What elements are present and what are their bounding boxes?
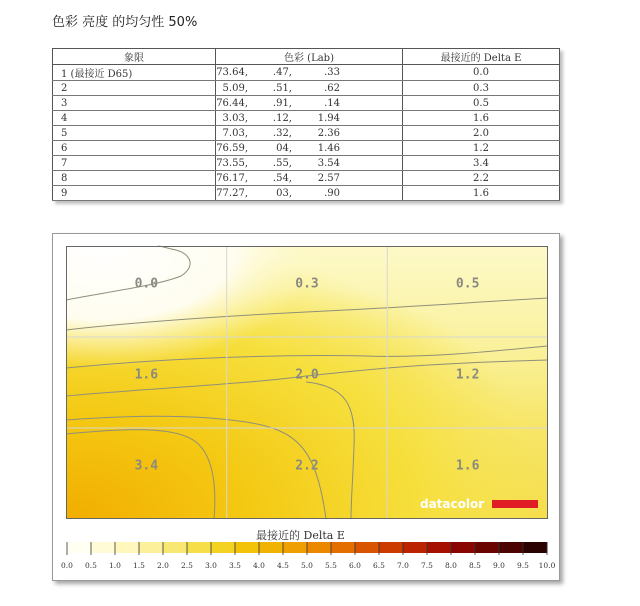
scale-swatch — [67, 542, 92, 553]
scale-swatch — [211, 542, 236, 553]
scale-tick-label: 2.0 — [157, 561, 169, 570]
scale-swatch — [355, 542, 380, 553]
lab-b-value: 2.36 — [317, 127, 340, 139]
delta-e-cell: 0.5 — [403, 96, 560, 111]
header-zone: 象限 — [53, 49, 216, 65]
lab-cell — [216, 65, 403, 81]
delta-e-cell: 2.0 — [403, 126, 560, 141]
delta-e-cell: 0.3 — [403, 81, 560, 96]
scale-tick-label: 4.0 — [253, 561, 265, 570]
lab-a-value: .91, — [272, 97, 292, 109]
lab-a-value: .54, — [272, 172, 292, 184]
cell-value-label: 1.2 — [455, 367, 480, 383]
scale-swatch — [139, 542, 164, 553]
table-header-row — [53, 49, 560, 65]
lab-l-value: 3.03, — [222, 112, 248, 124]
scale-title: 最接近的 Delta E — [256, 529, 345, 542]
scale-swatch — [235, 542, 260, 553]
zone-cell: 4 — [53, 111, 216, 126]
scale-swatch — [115, 542, 140, 553]
lab-cell — [216, 111, 403, 126]
lab-a-value: .55, — [272, 157, 292, 169]
lab-a-value: 04, — [276, 142, 292, 154]
zone-cell: 8 — [53, 171, 216, 186]
cell-value-label: 1.6 — [134, 367, 159, 383]
zone-cell: 6 — [53, 141, 216, 156]
table-row — [53, 81, 560, 96]
lab-l-value: 76.44, — [216, 97, 248, 109]
table-row — [53, 65, 560, 81]
cell-value-label: 0.5 — [455, 276, 480, 292]
scale-tick-label: 4.5 — [277, 561, 289, 570]
scale-tick-label: 3.5 — [229, 561, 241, 570]
scale-swatch — [163, 542, 188, 553]
lab-cell — [216, 186, 403, 201]
lab-b-value: .33 — [324, 67, 340, 78]
cell-value-label: 2.0 — [295, 367, 319, 383]
zone-cell: 9 — [53, 186, 216, 201]
cell-value-label: 0.0 — [134, 276, 159, 292]
zone-cell: 5 — [53, 126, 216, 141]
scale-swatch — [331, 542, 356, 553]
cell-value-label: 2.2 — [295, 458, 319, 474]
scale-tick-label: 9.5 — [517, 561, 529, 570]
scale-swatch — [307, 542, 332, 553]
lab-a-value: 03, — [276, 187, 292, 199]
lab-a-value: .47, — [272, 67, 292, 78]
page-title: 色彩 亮度 的均匀性 50% — [52, 15, 198, 30]
lab-b-value: .62 — [324, 82, 340, 94]
delta-e-cell: 1.2 — [403, 141, 560, 156]
scale-tick-label: 9.0 — [493, 561, 505, 570]
lab-cell — [216, 156, 403, 171]
scale-tick-label: 2.5 — [181, 561, 193, 570]
scale-tick-label: 0.0 — [61, 561, 73, 570]
lab-b-value: .90 — [324, 187, 340, 199]
scale-tick-label: 1.0 — [109, 561, 121, 570]
table-row — [53, 156, 560, 171]
scale-tick-label: 0.5 — [85, 561, 97, 570]
zone-cell: 1 (最接近 D65) — [53, 65, 216, 81]
color-scale — [61, 540, 556, 574]
lab-l-value: 5.09, — [222, 82, 248, 94]
lab-l-value: 76.17, — [216, 172, 248, 184]
scale-swatch — [379, 542, 404, 553]
scale-tick-label: 8.5 — [469, 561, 481, 570]
table-row — [53, 96, 560, 111]
lab-b-value: 1.94 — [317, 112, 340, 124]
lab-cell — [216, 141, 403, 156]
scale-tick-label: 8.0 — [445, 561, 457, 570]
header-delta-e: 最接近的 Delta E — [403, 49, 560, 65]
delta-e-cell: 0.0 — [403, 65, 560, 81]
scale-swatch — [259, 542, 284, 553]
datacolor-logo-bar — [492, 500, 538, 508]
lab-l-value: 76.59, — [216, 142, 248, 154]
scale-swatch — [475, 542, 500, 553]
table-row — [53, 111, 560, 126]
header-lab: 色彩 (Lab) — [216, 49, 403, 65]
scale-ticks — [67, 542, 547, 555]
scale-swatch — [427, 542, 452, 553]
scale-tick-label: 5.5 — [325, 561, 337, 570]
table-row — [53, 171, 560, 186]
delta-e-cell: 3.4 — [403, 156, 560, 171]
scale-tick-label: 10.0 — [538, 561, 556, 570]
datacolor-logo-text: datacolor — [420, 497, 485, 511]
scale-swatch — [523, 542, 548, 553]
table-body — [53, 65, 560, 201]
lab-b-value: 2.57 — [317, 172, 340, 184]
scale-tick-label: 3.0 — [205, 561, 217, 570]
zone-cell: 7 — [53, 156, 216, 171]
scale-tick-label: 5.0 — [301, 561, 313, 570]
cell-value-label: 0.3 — [295, 276, 319, 292]
lab-b-value: 3.54 — [317, 157, 340, 169]
lab-cell — [216, 96, 403, 111]
lab-b-value: .14 — [324, 97, 340, 109]
scale-swatch — [187, 542, 212, 553]
cell-value-label: 1.6 — [455, 458, 480, 474]
heatmap-chart — [66, 246, 548, 519]
lab-l-value: 77.27, — [216, 187, 248, 199]
lab-l-value: 73.55, — [216, 157, 248, 169]
scale-tick-label: 6.0 — [349, 561, 361, 570]
lab-l-value: 73.64, — [216, 67, 248, 78]
scale-tick-label: 7.5 — [421, 561, 433, 570]
scale-swatch — [283, 542, 308, 553]
scale-tick-labels — [61, 561, 556, 570]
lab-a-value: .32, — [272, 127, 292, 139]
scale-tick-label: 1.5 — [133, 561, 145, 570]
table-row — [53, 186, 560, 201]
lab-cell — [216, 171, 403, 186]
cell-value-label: 3.4 — [134, 458, 159, 474]
lab-a-value: .12, — [272, 112, 292, 124]
lab-cell — [216, 81, 403, 96]
zone-cell: 3 — [53, 96, 216, 111]
delta-e-cell: 2.2 — [403, 171, 560, 186]
lab-a-value: .51, — [272, 82, 292, 94]
table-row — [53, 126, 560, 141]
scale-swatch — [91, 542, 116, 553]
delta-e-cell: 1.6 — [403, 111, 560, 126]
delta-e-cell: 1.6 — [403, 186, 560, 201]
lab-cell — [216, 126, 403, 141]
scale-swatch — [403, 542, 428, 553]
scale-tick-label: 6.5 — [373, 561, 385, 570]
table-row — [53, 141, 560, 156]
lab-l-value: 7.03, — [222, 127, 248, 139]
lab-table — [52, 48, 560, 201]
scale-swatch — [451, 542, 476, 553]
zone-cell: 2 — [53, 81, 216, 96]
scale-swatch — [499, 542, 524, 553]
lab-b-value: 1.46 — [317, 142, 340, 154]
scale-tick-label: 7.0 — [397, 561, 409, 570]
